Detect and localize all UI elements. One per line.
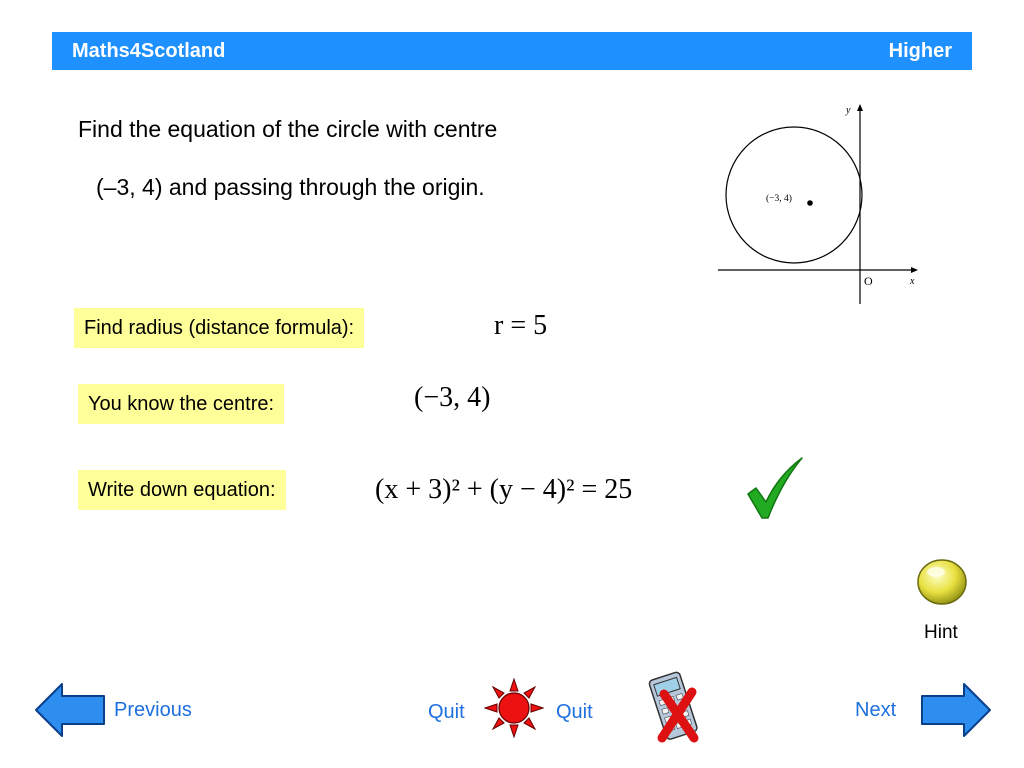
circle-diagram — [712, 98, 934, 308]
checkmark-icon — [744, 456, 806, 522]
calculator-icon[interactable] — [646, 668, 706, 746]
site-title: Maths4Scotland — [72, 40, 226, 62]
quit-button-right[interactable]: Quit — [556, 701, 593, 723]
next-arrow-icon[interactable] — [920, 682, 992, 738]
equation-answer: (x + 3)² + (y − 4)² = 25 — [375, 474, 633, 505]
equation-step-label: Write down equation: — [78, 470, 286, 510]
centre-dot — [807, 200, 813, 206]
centre-answer: (−3, 4) — [414, 382, 491, 413]
question-line-2: (–3, 4) and passing through the origin. — [96, 174, 485, 200]
radius-step-label: Find radius (distance formula): — [74, 308, 364, 348]
hint-bulb-icon[interactable] — [914, 556, 970, 608]
quit-sun-icon[interactable] — [484, 678, 544, 738]
centre-label: (−3, 4) — [766, 194, 792, 204]
origin-label: O — [864, 274, 873, 288]
x-axis-arrow — [911, 267, 918, 273]
previous-arrow-icon[interactable] — [34, 682, 106, 738]
next-button[interactable]: Next — [855, 699, 897, 721]
x-axis-label: x — [910, 276, 915, 287]
question-line-1: Find the equation of the circle with centre — [78, 116, 498, 142]
level-title: Higher — [888, 40, 952, 62]
hint-label[interactable]: Hint — [924, 622, 958, 643]
radius-answer: r = 5 — [494, 310, 548, 341]
header-bar — [52, 32, 972, 70]
quit-button-left[interactable]: Quit — [428, 701, 465, 723]
centre-step-label: You know the centre: — [78, 384, 284, 424]
y-axis-arrow — [857, 104, 863, 111]
previous-button[interactable]: Previous — [114, 699, 192, 721]
circle — [726, 127, 862, 263]
y-axis-label: y — [846, 105, 851, 116]
